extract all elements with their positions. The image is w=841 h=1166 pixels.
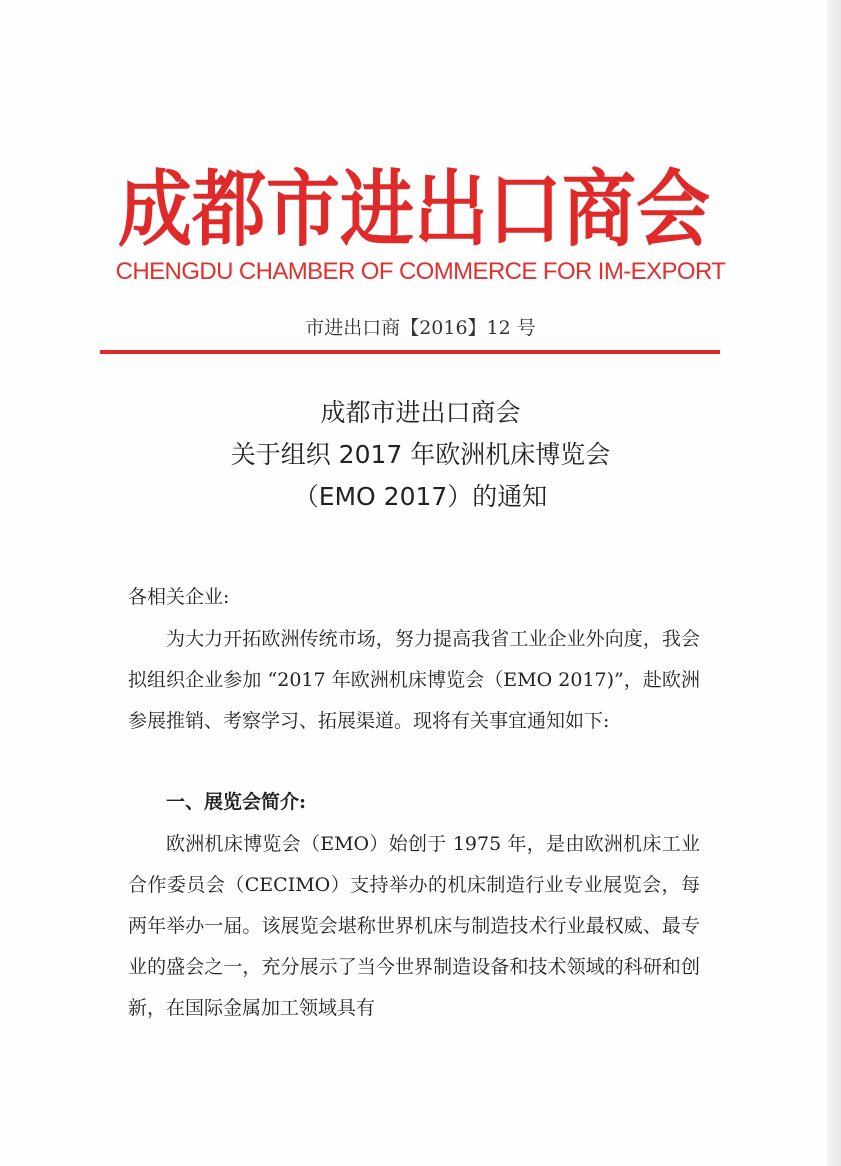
salutation: 各相关企业:: [128, 586, 230, 608]
document-title: [0, 392, 841, 518]
letterhead-char: 出: [414, 161, 488, 259]
document-number: 市进出口商【2016】12 号: [305, 317, 536, 339]
letterhead-char: 口: [488, 161, 562, 259]
body-paragraph-exhibition: 欧洲机床博览会（EMO）始创于 1975 年，是由欧洲机床工业合作委员会（CECIMO）支持举办的机床制造行业专业展览会，每两年举办一届。该展览会堪称世界机床与制造技术行业最权威、最专业的盛会之一，充分展示了当今世界制造设备和技术领域的科研和创新，在国际金属加工领域具有: [128, 833, 700, 1019]
letterhead-char: 会: [636, 161, 710, 259]
scan-edge-shadow: [827, 0, 841, 1166]
letterhead-char: 成: [118, 161, 192, 259]
letterhead-divider: [100, 350, 720, 354]
title-line-3: （EMO 2017）的通知: [293, 482, 548, 511]
title-line-1: 成都市进出口商会: [320, 398, 521, 427]
letterhead-org-name-en: CHENGDU CHAMBER OF COMMERCE FOR IM-EXPORT: [115, 258, 726, 285]
body-paragraph-intro: 为大力开拓欧洲传统市场，努力提高我省工业企业外向度，我会拟组织企业参加 “2017 年欧洲机床博览会（EMO 2017)”，赴欧洲参展推销、考察学习、拓展渠道。现将有关事宜通知如下:: [128, 628, 700, 732]
letterhead-char: 都: [192, 161, 266, 259]
letterhead-char: 商: [562, 161, 636, 259]
letterhead-char: 市: [266, 161, 340, 259]
letterhead-org-name-cn: [118, 161, 710, 259]
section-heading-exhibition-intro: 一、展览会简介:: [166, 791, 307, 813]
title-line-2: 关于组织 2017 年欧洲机床博览会: [230, 440, 611, 469]
letterhead-char: 进: [340, 161, 414, 259]
